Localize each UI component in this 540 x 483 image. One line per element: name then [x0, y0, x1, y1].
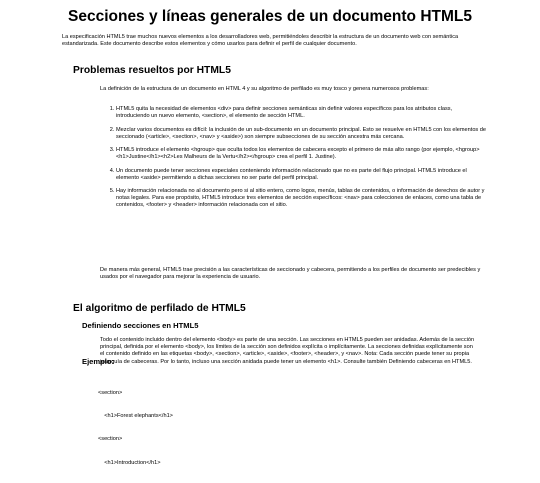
code-line: <h1>Forest elephants</h1>	[98, 412, 173, 419]
code-line: <section>	[98, 389, 123, 396]
section-heading-problems: Problemas resueltos por HTML5	[73, 65, 231, 76]
list-item: 2. Mezclar varios documentos es difícil: la inclusión de un sub-documento en un documento principal. Esto se resuelve en HTML5 con los elementos de seccionado (<article>, <section>, <nav> y <aside>) son siempre subsecciones de su sección ancestra más cercana.	[116, 127, 486, 141]
example-code-block	[98, 374, 173, 483]
example-heading: Ejemplo:	[82, 357, 115, 366]
list-item: 3. HTML5 introduce el elemento <hgroup> que oculta todos los elementos de cabecera excepto el primero de más alto rango (por ejemplo, <hgroup><h1>Justine</h1><h2>Les Malheurs de la Vertu</h2></hgroup> crea el perfil 1. Justine).	[116, 147, 486, 161]
list-item: 4. Un documento puede tener secciones especiales conteniendo información relacionado que no es parte del flujo principal. HTML5 introduce el elemento <aside> permitiendo a dichas secciones no ser parte del perfil principal.	[116, 168, 486, 182]
problems-lead-paragraph: La definición de la estructura de un documento en HTML 4 y su algoritmo de perfilado es muy tosco y genera numerosos problemas:	[100, 86, 429, 92]
intro-paragraph: La especificación HTML5 trae muchos nuevos elementos a los desarrolladores web, permitiéndoles describir la estructura de un documento web con semántica estandarizada. Este documento describe estos elementos y cómo usarlos para definir el perfil de cualquier documento.	[62, 34, 459, 48]
code-line: <h1>Introduction</h1>	[98, 459, 161, 466]
list-item: 5. Hay información relacionada no al documento pero si al sitio entero, como logos, menús, tablas de contenidos, o información de derechos de autor y notas legales. Para ese propósito, HTML5 introduce tres elementos de sección específicos: <nav> para colecciones de enlaces, como una tabla de contenidos, <footer> y <header> información relacionada con el sitio.	[116, 188, 486, 210]
problems-closing-paragraph: De manera más general, HTML5 trae precisión a las características de seccionado y cabecera, permitiendo a los perfiles de documento ser predecibles y usados por el navegador para mejorar la experiencia de usuario.	[100, 267, 481, 281]
page-title: Secciones y líneas generales de un documento HTML5	[68, 8, 472, 25]
list-item: 1. HTML5 quita la necesidad de elementos <div> para definir secciones semánticas sin definir valores específicos para los atributos class, introduciendo un nuevo elemento, <section>, el elemento de sección HTML.	[116, 106, 486, 120]
code-line: <section>	[98, 436, 123, 443]
section-heading-outline-algorithm: El algoritmo de perfilado de HTML5	[73, 303, 246, 314]
subsection-heading-defining-sections: Definiendo secciones en HTML5	[82, 321, 199, 330]
defining-sections-paragraph: Todo el contenido incluido dentro del elemento <body> es parte de una sección. Las secciones en HTML5 pueden ser anidadas. Además de la sección principal, definida por el elemento <body>, los límites de la sección son definidos explícita o implícitamente. La secciones definidas explícitamente son el contenido definido en las etiquetas <body>, <section>, <article>, <aside>, <footer>, <header>, y <nav>. Nota: Cada sección puede tener su propia jerarquía de cabeceras. Por lo tanto, incluso una sección anidada puede tener un elemento <h1>. Consulte también Definiendo cabeceras en HTML5.	[100, 337, 475, 365]
problems-list	[100, 106, 486, 216]
